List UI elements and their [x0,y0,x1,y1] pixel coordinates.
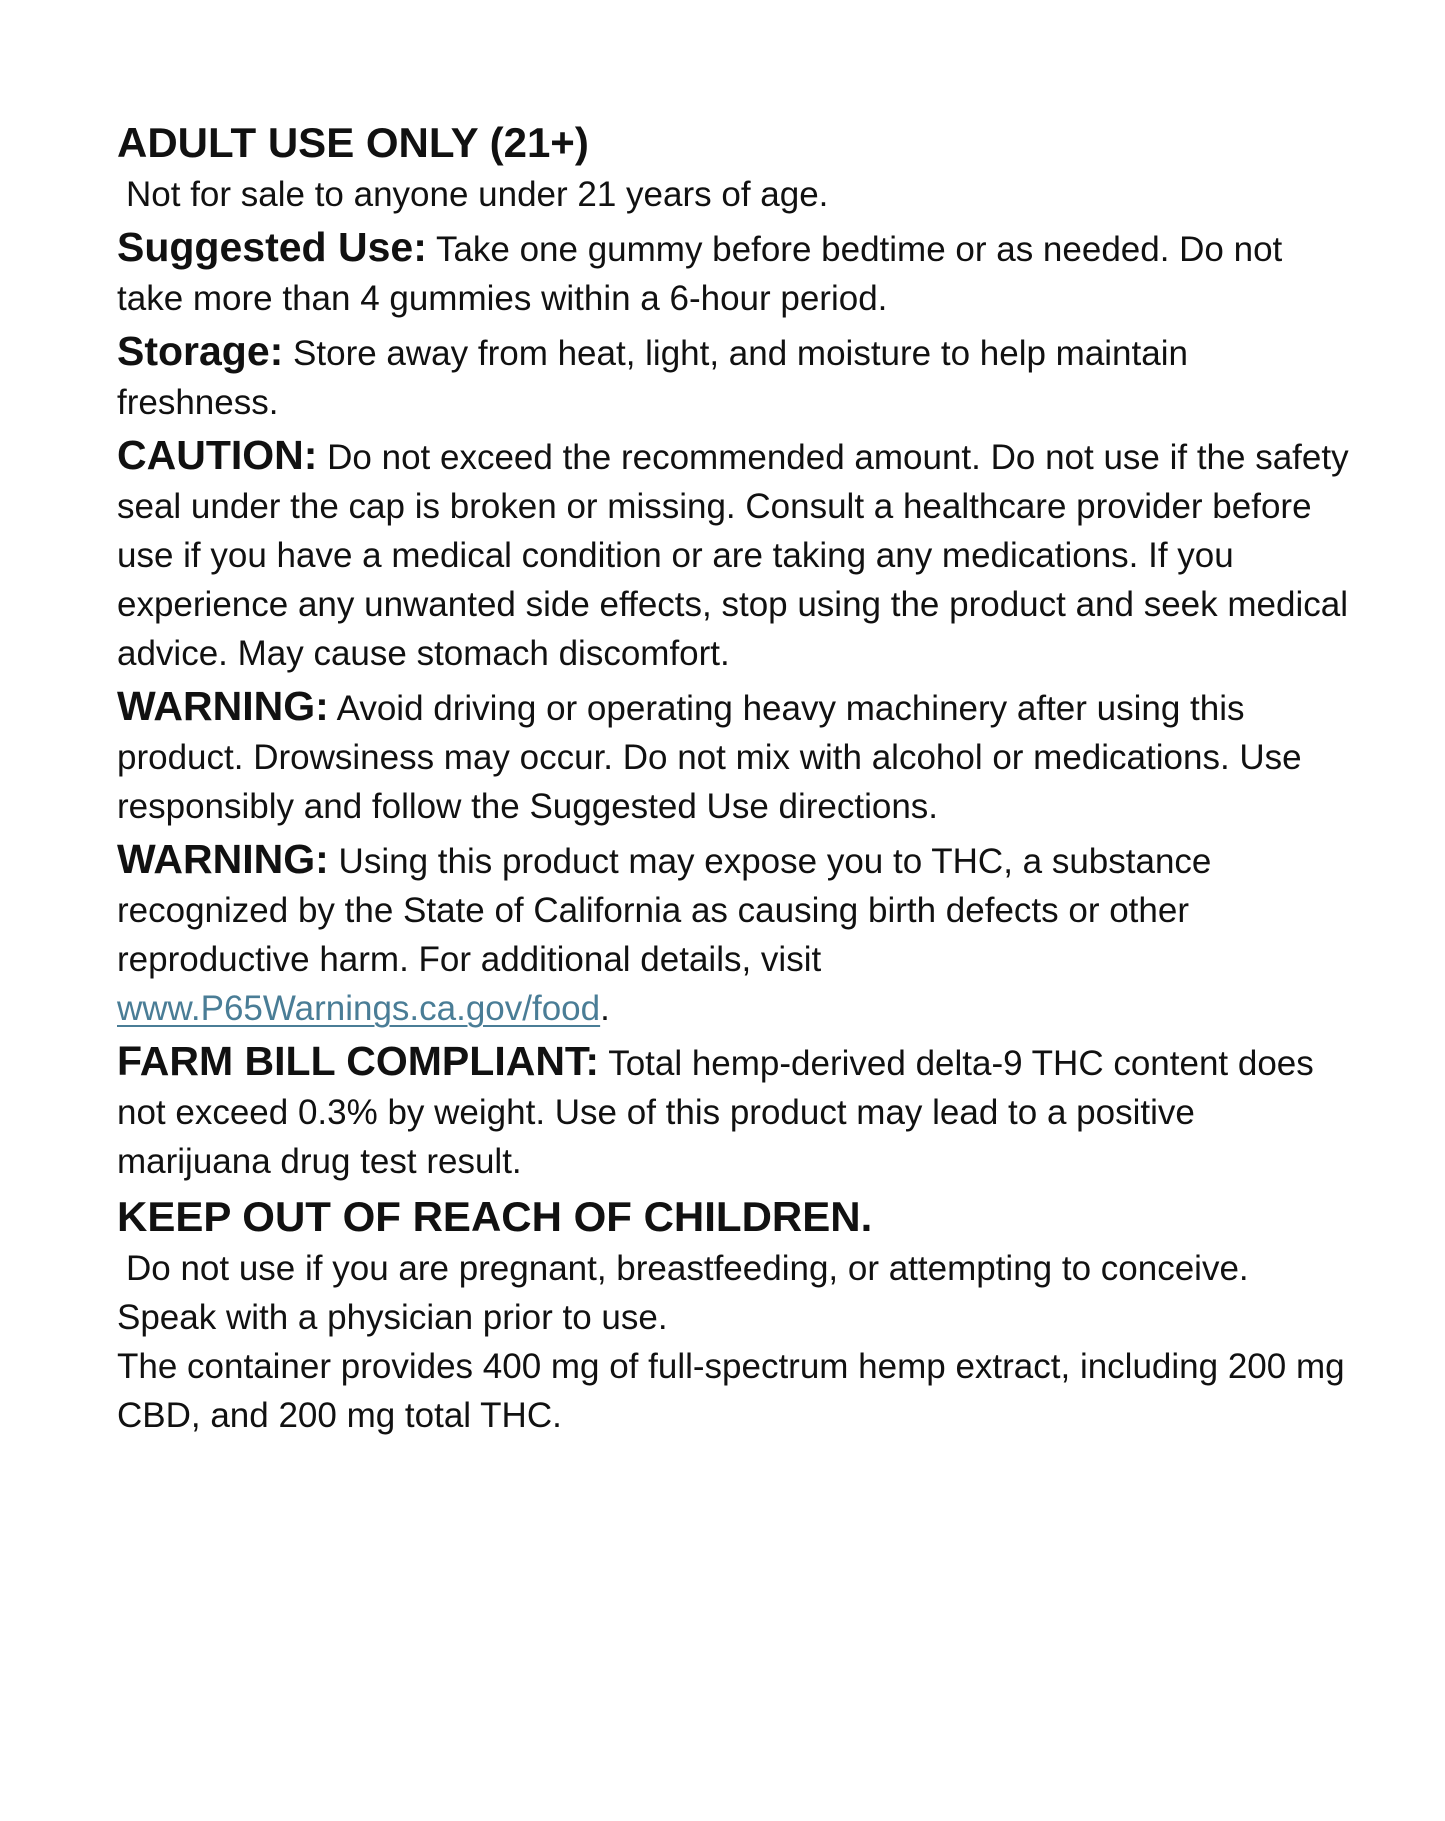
children-section [117,1190,1349,1342]
product-label [117,116,1349,1440]
warning-driving-section [117,682,1349,831]
warning-prop65-period: . [600,989,610,1028]
contents-section [117,1342,1349,1440]
farm-bill-text: Total hemp-derived delta-9 THC content does not exceed 0.3% by weight. Use of this product may lead to a positive marijuana drug test result. [117,1044,1314,1181]
caution-section [117,431,1349,678]
storage-section [117,327,1349,427]
adult-use-text: Not for sale to anyone under 21 years of age. [126,175,829,214]
farm-bill-section [117,1037,1349,1186]
caution-label: CAUTION: [117,432,318,478]
warning-prop65-label: WARNING: [117,836,329,882]
warning-prop65-section [117,835,1349,1033]
suggested-use-label: Suggested Use: [117,224,427,270]
children-heading: KEEP OUT OF REACH OF CHILDREN. [117,1193,873,1240]
warning-prop65-text: Using this product may expose you to THC, a substance recognized by the State of California as causing birth defects or other reproductive harm. For additional details, visit [117,842,1212,979]
storage-text: Store away from heat, light, and moisture to help maintain freshness. [117,334,1188,422]
contents-text: The container provides 400 mg of full-spectrum hemp extract, including 200 mg CBD, and 200 mg total THC. [117,1347,1345,1435]
adult-use-heading: ADULT USE ONLY (21+) [117,119,589,166]
suggested-use-section [117,223,1349,323]
warning-driving-label: WARNING: [117,683,329,729]
caution-text: Do not exceed the recommended amount. Do not use if the safety seal under the cap is broken or missing. Consult a healthcare provider before use if you have a medical condition or are taking any medications. If you experience any unwanted side effects, stop using the product and seek medical advice. May cause stomach discomfort. [117,438,1349,673]
warning-driving-text: Avoid driving or operating heavy machinery after using this product. Drowsiness may occur. Do not mix with alcohol or medications. Use responsibly and follow the Suggested Use directions. [117,689,1302,826]
children-text: Do not use if you are pregnant, breastfeeding, or attempting to conceive. Speak with a physician prior to use. [117,1249,1249,1337]
p65-warnings-link[interactable]: www.P65Warnings.ca.gov/food [117,989,601,1028]
storage-label: Storage: [117,328,284,374]
suggested-use-text: Take one gummy before bedtime or as needed. Do not take more than 4 gummies within a 6-hour period. [117,230,1283,318]
farm-bill-label: FARM BILL COMPLIANT: [117,1038,600,1084]
adult-use-section [117,116,1349,219]
